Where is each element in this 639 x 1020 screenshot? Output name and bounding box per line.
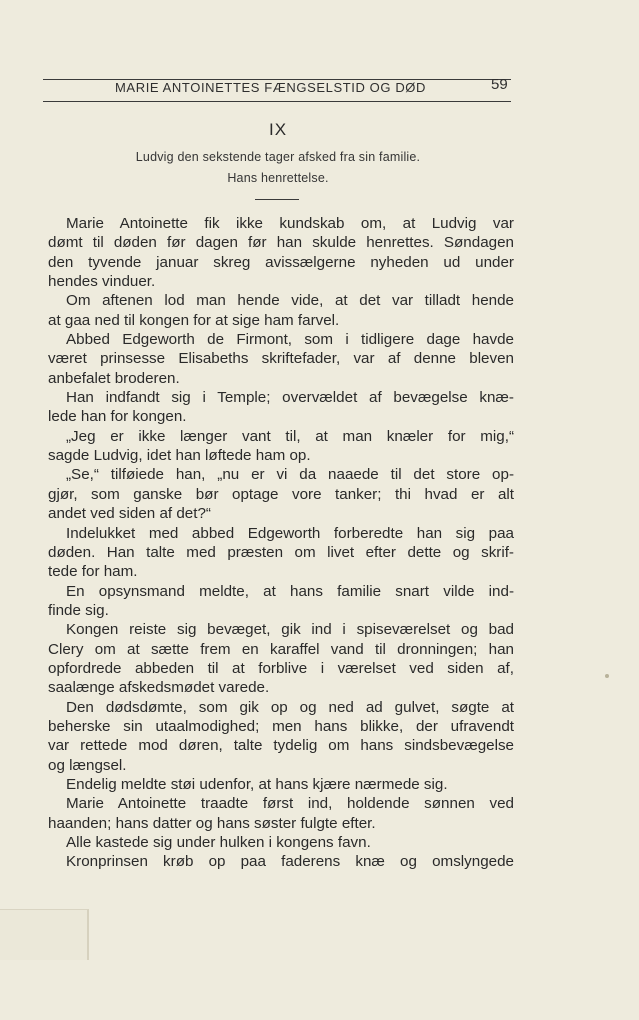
text-line: En opsynsmand meldte, at hans familie snart vilde ind- (66, 582, 514, 600)
text-line: været prinsesse Elisabeths skriftefader, var af denne bleven (48, 350, 514, 368)
text-line: tede for ham. (48, 563, 138, 581)
text-line: dømt til døden før dagen før han skulde henrettes. Søndagen (48, 234, 514, 252)
text-line: haanden; hans datter og hans søster fulgte efter. (48, 814, 376, 832)
paper-speck (605, 674, 609, 678)
margin-stain (0, 909, 89, 960)
text-line: Abbed Edgeworth de Firmont, som i tidligere dage havde (66, 331, 514, 349)
text-line: lede han for kongen. (48, 408, 187, 426)
chapter-number: IX (268, 120, 288, 139)
text-line: Den dødsdømte, som gik op og ned ad gulvet, søgte at (66, 698, 514, 716)
text-line: Kronprinsen krøb op paa faderens knæ og omslyngede (66, 853, 514, 871)
text-line: sagde Ludvig, idet han løftede ham op. (48, 447, 311, 465)
text-line: „Se,“ tilføiede han, „nu er vi da naaede til det store op- (66, 466, 514, 484)
text-line: døden. Han talte med præsten om livet efter dette og skrif- (48, 543, 514, 561)
text-line: Endelig meldte støi udenfor, at hans kjære nærmede sig. (66, 775, 448, 793)
text-line: at gaa ned til kongen for at sige ham farvel. (48, 311, 340, 329)
header-rule-bottom (43, 101, 511, 102)
text-line: Indelukket med abbed Edgeworth forberedte han sig paa (66, 524, 514, 542)
body-text (48, 214, 514, 872)
text-line: anbefalet broderen. (48, 369, 180, 387)
running-head: MARIE ANTOINETTES FÆNGSELSTID OG DØD (115, 80, 427, 95)
text-line: opfordrede abbeden til at forblive i værelset ved siden af, (48, 659, 514, 677)
text-line: Kongen reiste sig bevæget, gik ind i spiseværelset og bad (66, 621, 514, 639)
text-line: finde sig. (48, 601, 109, 619)
text-line: Clery om at sætte frem en karaffel vand til dronningen; han (48, 640, 514, 658)
text-line: Alle kastede sig under hulken i kongens favn. (66, 834, 371, 851)
text-line: saalænge afskedsmødet varede. (48, 679, 270, 697)
text-line: Om aftenen lod man hende vide, at det var tilladt hende (66, 292, 514, 310)
chapter-summary-line-2: Hans henrettelse. (227, 171, 329, 185)
text-line: Han indfandt sig i Temple; overvældet af bevægelse knæ- (66, 389, 514, 407)
text-line: hendes vinduer. (48, 273, 156, 291)
text-line: „Jeg er ikke længer vant til, at man knæler for mig,“ (66, 427, 514, 445)
text-line: og længsel. (48, 756, 127, 774)
text-line: andet ved siden af det?“ (48, 505, 211, 523)
text-line: Marie Antoinette fik ikke kundskab om, at Ludvig var (66, 215, 514, 232)
chapter-summary-line-1: Ludvig den sekstende tager afsked fra sin familie. (135, 150, 421, 164)
text-line: Marie Antoinette traadte først ind, holdende sønnen ved (66, 795, 514, 813)
text-line: gjør, som ganske bør optage vore tanker; thi hvad er alt (48, 485, 514, 503)
text-line: var rettede mod døren, talte tydelig om hans sindsbevægelse (48, 737, 514, 755)
text-line: beherske sin utaalmodighed; men hans blikke, der ufravendt (48, 717, 514, 735)
page-number: 59 (491, 76, 508, 93)
chapter-divider-rule (255, 199, 299, 200)
text-line: den tyvende januar skreg avissælgerne nyheden ud under (48, 253, 514, 271)
